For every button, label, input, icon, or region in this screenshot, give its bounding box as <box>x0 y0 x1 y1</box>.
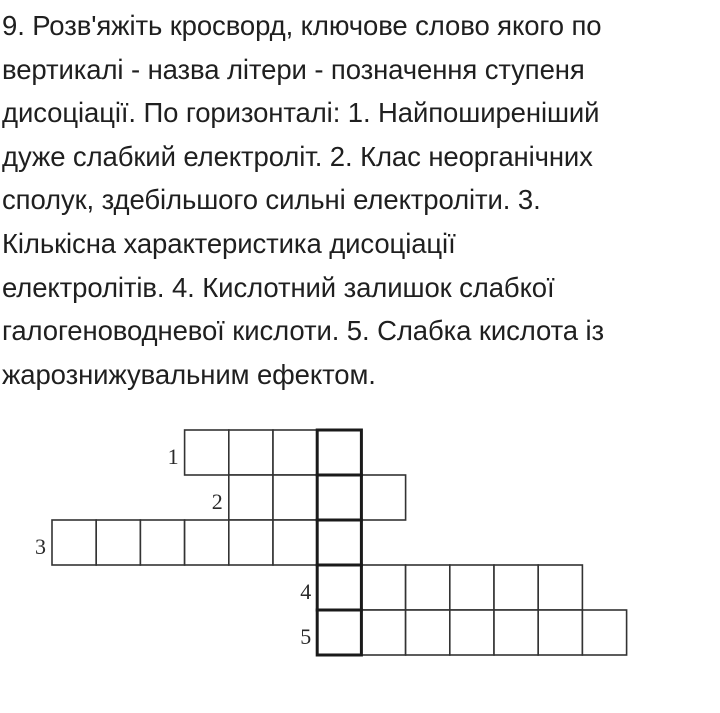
crossword-cell-row-3 <box>185 520 229 565</box>
crossword-cell-row-5 <box>406 610 450 655</box>
task-line: жарознижувальним ефектом. <box>2 358 376 390</box>
crossword-cell-row-5 <box>582 610 626 655</box>
crossword-cell-row-5 <box>538 610 582 655</box>
crossword-cell-row-5 <box>450 610 494 655</box>
clue-number: 5 <box>300 624 312 649</box>
crossword-key-cell <box>317 610 361 655</box>
crossword-cell-row-4 <box>538 565 582 610</box>
task-line: дисоціації. По горизонталі: 1. Найпоширеніший <box>2 97 600 129</box>
crossword-key-cell <box>317 475 361 520</box>
clue-number: 2 <box>211 489 223 514</box>
crossword-cell-row-5 <box>494 610 538 655</box>
crossword-cell-row-4 <box>361 565 405 610</box>
crossword-cell-row-3 <box>273 520 317 565</box>
crossword-cell-row-3 <box>52 520 96 565</box>
crossword-cell-row-2 <box>273 475 317 520</box>
crossword-key-cell <box>317 565 361 610</box>
crossword-cell-row-5 <box>361 610 405 655</box>
crossword-cell-row-3 <box>140 520 184 565</box>
crossword-cell-row-4 <box>450 565 494 610</box>
task-line: сполук, здебільшого сильні електроліти. 3. <box>2 184 541 216</box>
crossword-cell-row-4 <box>406 565 450 610</box>
crossword-cell-row-2 <box>361 475 405 520</box>
crossword-key-cell <box>317 520 361 565</box>
crossword-cell-row-1 <box>273 430 317 475</box>
task-line: дуже слабкий електроліт. 2. Клас неорганічних <box>2 140 593 172</box>
task-line: 9. Розв'яжіть кросворд, ключове слово якого по <box>2 10 602 41</box>
clue-number: 4 <box>300 579 312 604</box>
crossword-key-cell <box>317 430 361 475</box>
clue-number: 1 <box>167 444 179 469</box>
crossword-cell-row-2 <box>229 475 273 520</box>
crossword-cell-row-1 <box>185 430 229 475</box>
task-line: галогеноводневої кислоти. 5. Слабка кислота із <box>2 315 605 347</box>
task-statement <box>2 4 718 396</box>
crossword-svg <box>0 418 720 698</box>
clue-number: 3 <box>35 534 46 559</box>
crossword-cell-row-4 <box>494 565 538 610</box>
crossword-cell-row-3 <box>96 520 140 565</box>
crossword-grid <box>0 418 720 698</box>
crossword-cell-row-3 <box>229 520 273 565</box>
crossword-cell-row-1 <box>229 430 273 475</box>
task-line: вертикалі - назва літери - позначення ступеня <box>2 53 585 85</box>
task-line: електролітів. 4. Кислотний залишок слабкої <box>2 271 555 303</box>
task-line: Кількісна характеристика дисоціації <box>2 227 456 259</box>
